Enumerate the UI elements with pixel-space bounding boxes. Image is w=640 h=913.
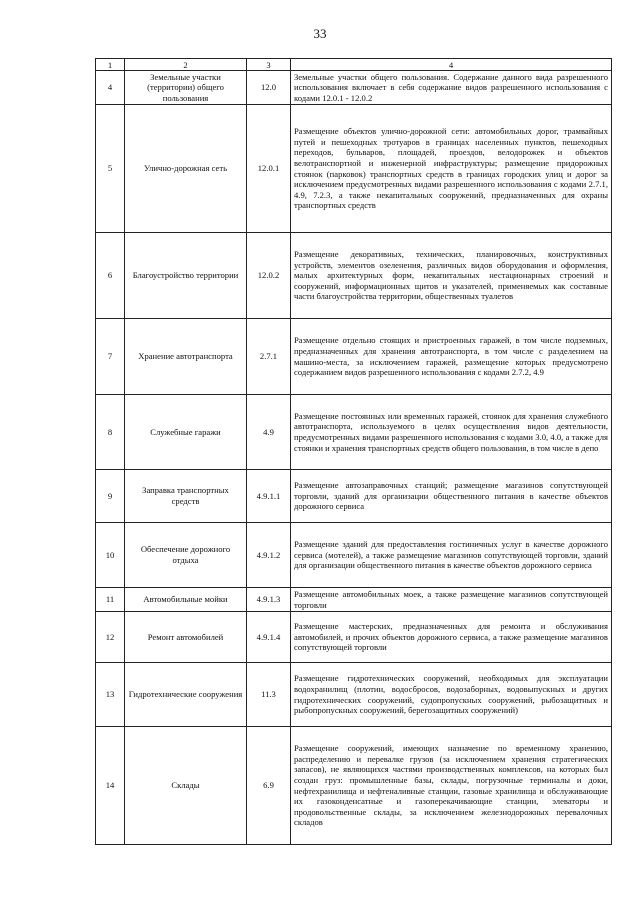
land-use-description: Размещение объектов улично-дорожной сети: автомобильных дорог, трамвайных путей и пешеходных тротуаров в границах населенных пунктов, пешеходных переходов, бульваров, площадей, проездов, велодорожек и объектов велотранспортной и инженерной инфраструктуры; размещение придорожных стоянок (парковок) транспортных средств в границах городских улиц и дорог за исключением предусмотренных видами разрешенного использования с кодами 2.7.1, 4.9, 7.2.3, а также некапитальных сооружений, предназначенных для охраны транспортных средств xyxy=(291,105,612,233)
table-row xyxy=(96,588,612,612)
table-row xyxy=(96,71,612,105)
land-use-description: Размещение постоянных или временных гаражей, стоянок для хранения служебного автотранспорта, используемого в целях осуществления видов деятельности, предусмотренных видами разрешенного использования с кодами 3.0, 4.0, а также для стоянки и хранения транспортных средств общего пользования, в том числе в депо xyxy=(291,395,612,470)
land-use-name: Склады xyxy=(125,727,247,845)
land-use-description: Размещение автомобильных моек, а также размещение магазинов сопутствующей торговли xyxy=(291,588,612,612)
land-use-description: Размещение гидротехнических сооружений, необходимых для эксплуатации водохранилищ (плотин, водосбросов, водозаборных, водовыпускных и других гидротехнических сооружений, судопропускных сооружений, рыбозащитных и рыбопропускных сооружений, берегозащитных сооружений) xyxy=(291,663,612,727)
land-use-description: Размещение зданий для предоставления гостиничных услуг в качестве дорожного сервиса (мотелей), а также размещение магазинов сопутствующей торговли, зданий для организации общественного питания в качестве объектов дорожного сервиса xyxy=(291,523,612,588)
row-number: 13 xyxy=(96,663,125,727)
land-use-code: 12.0.2 xyxy=(247,233,291,319)
row-number: 7 xyxy=(96,319,125,395)
row-number: 14 xyxy=(96,727,125,845)
row-number: 5 xyxy=(96,105,125,233)
column-header-1: 1 xyxy=(96,59,125,71)
land-use-name: Хранение автотранспорта xyxy=(125,319,247,395)
land-use-table xyxy=(95,58,612,845)
table-row xyxy=(96,319,612,395)
land-use-name: Обеспечение дорожного отдыха xyxy=(125,523,247,588)
row-number: 10 xyxy=(96,523,125,588)
land-use-description: Размещение мастерских, предназначенных для ремонта и обслуживания автомобилей, и прочих объектов дорожного сервиса, а также размещение магазинов сопутствующей торговли xyxy=(291,612,612,663)
table-row xyxy=(96,395,612,470)
land-use-code: 12.0.1 xyxy=(247,105,291,233)
table-row xyxy=(96,105,612,233)
column-header-4: 4 xyxy=(291,59,612,71)
row-number: 8 xyxy=(96,395,125,470)
column-header-3: 3 xyxy=(247,59,291,71)
table-row xyxy=(96,612,612,663)
land-use-name: Служебные гаражи xyxy=(125,395,247,470)
land-use-description: Размещение сооружений, имеющих назначение по временному хранению, распределению и перевалке грузов (за исключением хранения стратегических запасов), не являющихся частями производственных комплексов, на которых был создан груз: промышленные базы, склады, погрузочные терминалы и доки, нефтехранилища и нефтеналивные станции, газовые хранилища и обслуживающие их газоконденсатные и газоперекачивающие станции, элеваторы и продовольственные склады, за исключением железнодорожных перевалочных складов xyxy=(291,727,612,845)
table-row xyxy=(96,727,612,845)
land-use-name: Улично-дорожная сеть xyxy=(125,105,247,233)
table-row xyxy=(96,233,612,319)
land-use-code: 6.9 xyxy=(247,727,291,845)
table-row xyxy=(96,663,612,727)
land-use-code: 12.0 xyxy=(247,71,291,105)
land-use-code: 4.9 xyxy=(247,395,291,470)
land-use-name: Заправка транспортных средств xyxy=(125,470,247,523)
land-use-code: 4.9.1.1 xyxy=(247,470,291,523)
table-row xyxy=(96,470,612,523)
land-use-description: Размещение отдельно стоящих и пристроенных гаражей, в том числе подземных, предназначенных для хранения автотранспорта, в том числе с разделением на машино-места, за исключением гаражей, размещение которых предусмотрено содержанием видов разрешенного использования с кодами 2.7.2, 4.9 xyxy=(291,319,612,395)
land-use-name: Земельные участки (территории) общего пользования xyxy=(125,71,247,105)
land-use-description: Размещение автозаправочных станций; размещение магазинов сопутствующей торговли, зданий для организации общественного питания в качестве объектов дорожного сервиса xyxy=(291,470,612,523)
land-use-code: 2.7.1 xyxy=(247,319,291,395)
land-use-code: 4.9.1.3 xyxy=(247,588,291,612)
row-number: 6 xyxy=(96,233,125,319)
row-number: 12 xyxy=(96,612,125,663)
land-use-code: 11.3 xyxy=(247,663,291,727)
row-number: 11 xyxy=(96,588,125,612)
land-use-name: Ремонт автомобилей xyxy=(125,612,247,663)
land-use-code: 4.9.1.4 xyxy=(247,612,291,663)
page-number: 33 xyxy=(313,26,327,41)
table-row xyxy=(96,523,612,588)
land-use-code: 4.9.1.2 xyxy=(247,523,291,588)
land-use-description: Размещение декоративных, технических, планировочных, конструктивных устройств, элементов озеленения, различных видов оборудования и оформления, малых архитектурных форм, некапитальных нестационарных строений и сооружений, информационных щитов и указателей, применяемых как составные части благоустройства территории, общественных туалетов xyxy=(291,233,612,319)
land-use-description: Земельные участки общего пользования. Содержание данного вида разрешенного использования включает в себя содержание видов разрешенного использования с кодами 12.0.1 - 12.0.2 xyxy=(291,71,612,105)
column-header-2: 2 xyxy=(125,59,247,71)
row-number: 4 xyxy=(96,71,125,105)
land-use-name: Благоустройство территории xyxy=(125,233,247,319)
land-use-name: Автомобильные мойки xyxy=(125,588,247,612)
table-header-row xyxy=(96,59,612,71)
row-number: 9 xyxy=(96,470,125,523)
land-use-name: Гидротехнические сооружения xyxy=(125,663,247,727)
